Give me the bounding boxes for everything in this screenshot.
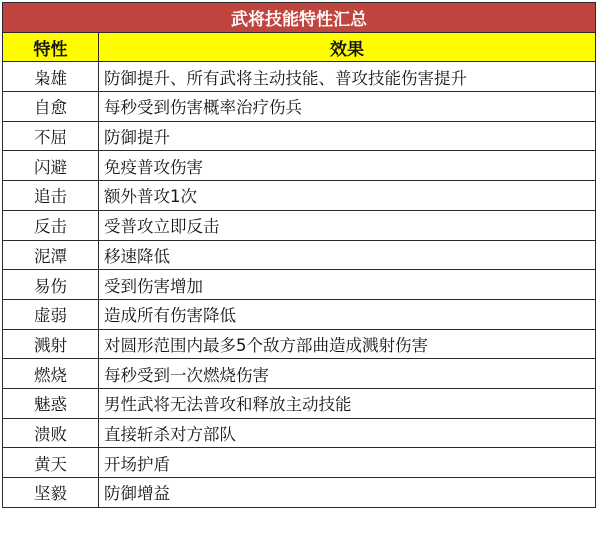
trait-cell: 燃烧: [3, 359, 99, 389]
effect-cell: 直接斩杀对方部队: [99, 418, 596, 448]
trait-cell: 溃败: [3, 418, 99, 448]
effect-cell: 男性武将无法普攻和释放主动技能: [99, 388, 596, 418]
effect-cell: 受普攻立即反击: [99, 210, 596, 240]
effect-cell: 防御提升: [99, 121, 596, 151]
effect-cell: 每秒受到伤害概率治疗伤兵: [99, 92, 596, 122]
table-row: [3, 270, 596, 300]
table-row: [3, 62, 596, 92]
effect-cell: 受到伤害增加: [99, 270, 596, 300]
table-row: [3, 478, 596, 508]
table-row: [3, 388, 596, 418]
trait-cell: 虚弱: [3, 299, 99, 329]
trait-cell: 魅惑: [3, 388, 99, 418]
table-row: [3, 418, 596, 448]
table-row: [3, 448, 596, 478]
trait-cell: 泥潭: [3, 240, 99, 270]
table-row: [3, 151, 596, 181]
effect-cell: 每秒受到一次燃烧伤害: [99, 359, 596, 389]
effect-cell: 对圆形范围内最多5个敌方部曲造成溅射伤害: [99, 329, 596, 359]
table-row: [3, 121, 596, 151]
table-row: [3, 210, 596, 240]
column-header-effect: 效果: [99, 32, 596, 62]
effect-cell: 移速降低: [99, 240, 596, 270]
effect-cell: 防御增益: [99, 478, 596, 508]
trait-cell: 闪避: [3, 151, 99, 181]
column-header-trait: 特性: [3, 32, 99, 62]
effect-cell: 开场护盾: [99, 448, 596, 478]
trait-table: [2, 2, 596, 508]
trait-cell: 反击: [3, 210, 99, 240]
trait-cell: 黄天: [3, 448, 99, 478]
table-title: 武将技能特性汇总: [3, 3, 596, 33]
table-row: [3, 92, 596, 122]
trait-summary-sheet: [2, 2, 595, 529]
trait-cell: 坚毅: [3, 478, 99, 508]
title-row: [3, 3, 596, 33]
table-row: [3, 240, 596, 270]
table-row: [3, 359, 596, 389]
trait-cell: 易伤: [3, 270, 99, 300]
trait-cell: 溅射: [3, 329, 99, 359]
effect-cell: 防御提升、所有武将主动技能、普攻技能伤害提升: [99, 62, 596, 92]
effect-cell: 造成所有伤害降低: [99, 299, 596, 329]
effect-cell: 免疫普攻伤害: [99, 151, 596, 181]
trait-cell: 追击: [3, 181, 99, 211]
effect-cell: 额外普攻1次: [99, 181, 596, 211]
table-row: [3, 299, 596, 329]
trait-cell: 枭雄: [3, 62, 99, 92]
table-row: [3, 181, 596, 211]
table-body: [3, 62, 596, 507]
trait-cell: 自愈: [3, 92, 99, 122]
trait-cell: 不屈: [3, 121, 99, 151]
table-row: [3, 329, 596, 359]
header-row: [3, 32, 596, 62]
